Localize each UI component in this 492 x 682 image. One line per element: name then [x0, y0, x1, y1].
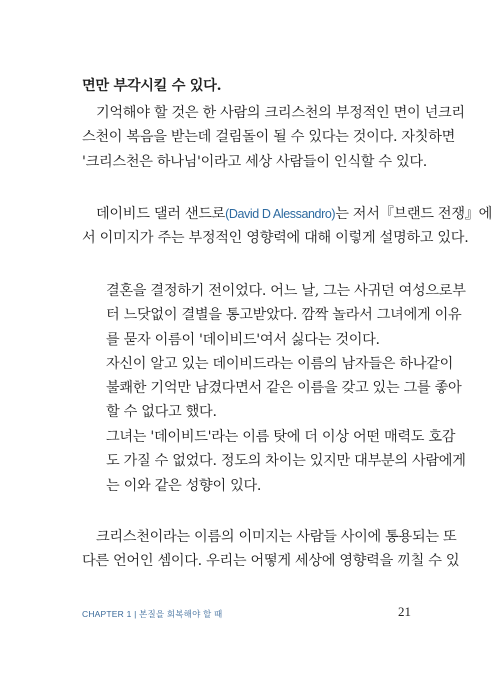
author-name: 데이비드 댈러 샌드로 — [96, 206, 226, 222]
author-name-english: (David D Alessandro) — [225, 207, 336, 221]
text-line: '크리스천은 하나님'이라고 세상 사람들이 인식할 수 있다. — [82, 154, 427, 170]
quote-line: 는 이와 같은 성향이 있다. — [106, 478, 262, 494]
text-line — [96, 204, 492, 224]
quote-line: 자신이 알고 있는 데이비드라는 이름의 남자들은 하나같이 — [106, 356, 453, 372]
quote-line: 를 묻자 이름이 '데이비드'여서 싫다는 것이다. — [106, 332, 380, 348]
text-line: 기억해야 할 것은 한 사람의 크리스천의 부정적인 면이 넌크리 — [96, 105, 465, 121]
page-number: 21 — [398, 604, 411, 619]
text-line: 다른 언어인 셈이다. 우리는 어떻게 세상에 영향력을 끼칠 수 있 — [82, 553, 460, 569]
quote-line: 결혼을 결정하기 전이었다. 어느 날, 그는 사귀던 여성으로부 — [106, 283, 466, 299]
quote-line: 터 느닷없이 결별을 통고받았다. 깜짝 놀라서 그녀에게 이유 — [106, 307, 462, 323]
quote-line: 할 수 없다고 했다. — [106, 404, 217, 420]
text-line: 서 이미지가 주는 부정적인 영향력에 대해 이렇게 설명하고 있다. — [82, 230, 469, 246]
text-line: 스천이 복음을 받는데 걸림돌이 될 수 있다는 것이다. 자칫하면 — [82, 129, 456, 145]
text-line: 크리스천이라는 이름의 이미지는 사람들 사이에 통용되는 또 — [96, 529, 457, 545]
book-title-text: 는 저서『브랜드 전쟁』에 — [335, 206, 492, 222]
quote-line: 도 가질 수 없었다. 정도의 차이는 있지만 대부분의 사람에게 — [106, 453, 466, 469]
text-line: 면만 부각시킬 수 있다. — [82, 78, 222, 94]
chapter-footer: CHAPTER 1 | 본질을 회복해야 할 때 — [82, 609, 223, 619]
quote-line: 불쾌한 기억만 남겼다면서 같은 이름을 갖고 있는 그를 좋아 — [106, 380, 462, 396]
quote-line: 그녀는 '데이비드'라는 이름 탓에 더 이상 어떤 매력도 호감 — [106, 429, 456, 445]
